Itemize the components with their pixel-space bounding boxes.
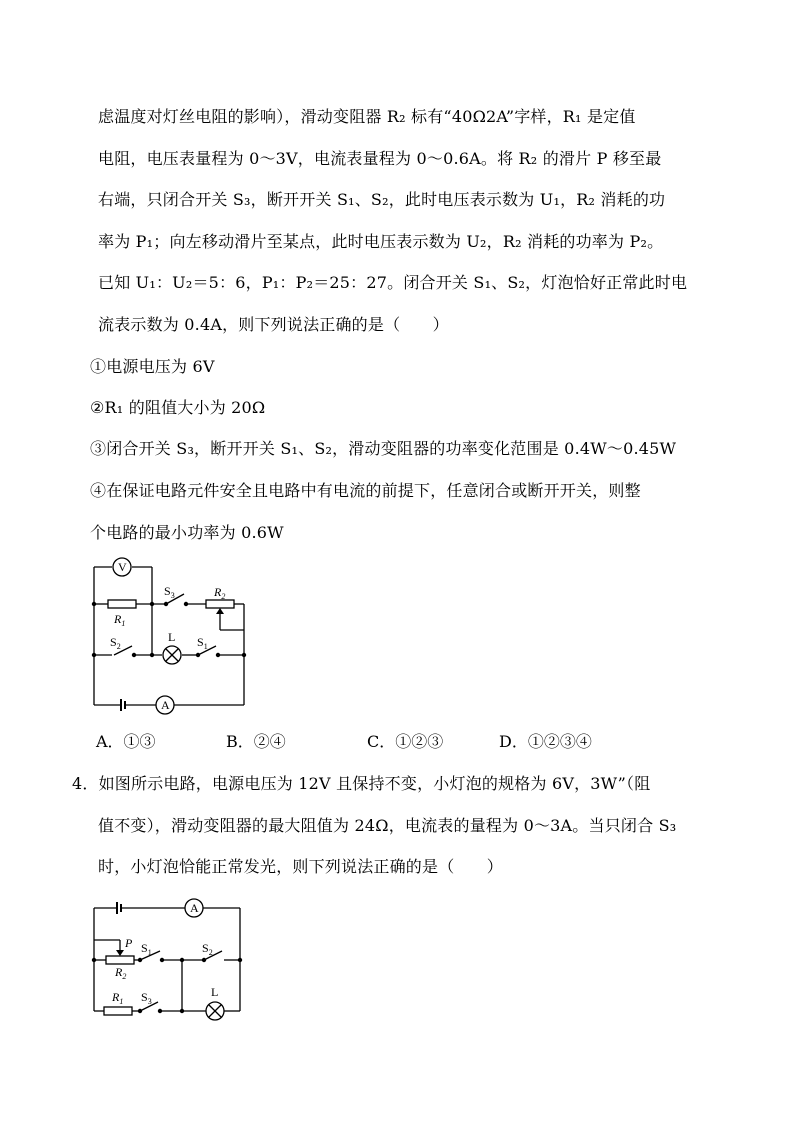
q3-line-5: 已知 U₁：U₂＝5：6，P₁：P₂＝25：27。闭合开关 S₁、S₂，灯泡恰好正常此时电	[98, 273, 688, 292]
q4-line-1: 4．如图所示电路，电源电压为 12V 且保持不变，小灯泡的规格为 6V，3W”（阻	[72, 774, 651, 793]
statement-2: ②R₁ 的阻值大小为 20Ω	[90, 398, 266, 417]
choice-d: D．①②③④	[499, 732, 592, 751]
q4-s1-label: $S_1$	[141, 941, 152, 957]
lamp-label: L	[168, 630, 176, 644]
ammeter-label: A	[161, 698, 170, 712]
q4-line-2: 值不变），滑动变阻器的最大阻值为 24Ω，电流表的量程为 0～3A。当只闭合 S₃	[98, 816, 677, 835]
r1-label: $R_1$	[114, 612, 126, 628]
statement-4: ④在保证电路元件安全且电路中有电流的前提下，任意闭合或断开开关，则整	[90, 481, 641, 500]
q4-line-3: 时，小灯泡恰能正常发光，则下列说法正确的是（ ）	[98, 857, 504, 876]
q3-line-2: 电阻，电压表量程为 0～3V，电流表量程为 0～0.6A。将 R₂ 的滑片 P 移至最	[98, 149, 662, 168]
voltmeter-label: V	[118, 560, 127, 574]
q4-s3-label: $S_3$	[141, 990, 152, 1006]
q3-line-3: 右端，只闭合开关 S₃，断开开关 S₁、S₂，此时电压表示数为 U₁，R₂ 消耗的功	[98, 190, 666, 209]
q3-line-6: 流表示数为 0.4A，则下列说法正确的是（ ）	[98, 315, 449, 334]
q4-ammeter-label: A	[190, 901, 199, 915]
q4-r2-label: $R_2$	[115, 965, 127, 981]
q3-line-4: 率为 P₁；向左移动滑片至某点，此时电压表示数为 U₂，R₂ 消耗的功率为 P₂。	[98, 232, 664, 251]
q4-s2-label: $S_2$	[202, 941, 213, 957]
q4-r1-label: $R_1$	[112, 990, 124, 1006]
choice-a: A．①③	[96, 732, 156, 751]
statement-4-cont: 个电路的最小功率为 0.6W	[90, 523, 284, 542]
s3-label: $S_3$	[164, 584, 175, 600]
choice-c: C．①②③	[367, 732, 444, 751]
q4-p-label: P	[125, 936, 133, 950]
s1-label: $S_1$	[197, 635, 208, 651]
q3-line-1: 虑温度对灯丝电阻的影响），滑动变阻器 R₂ 标有“40Ω2A”字样，R₁ 是定值	[98, 107, 636, 126]
choice-b: B．②④	[226, 732, 286, 751]
r2-label: $R_2$	[214, 585, 226, 601]
q4-lamp-label: L	[211, 985, 219, 999]
s2-label: $S_2$	[110, 635, 121, 651]
statement-1: ①电源电压为 6V	[90, 357, 215, 376]
statement-3: ③闭合开关 S₃，断开开关 S₁、S₂，滑动变阻器的功率变化范围是 0.4W～0.45W	[90, 439, 677, 458]
